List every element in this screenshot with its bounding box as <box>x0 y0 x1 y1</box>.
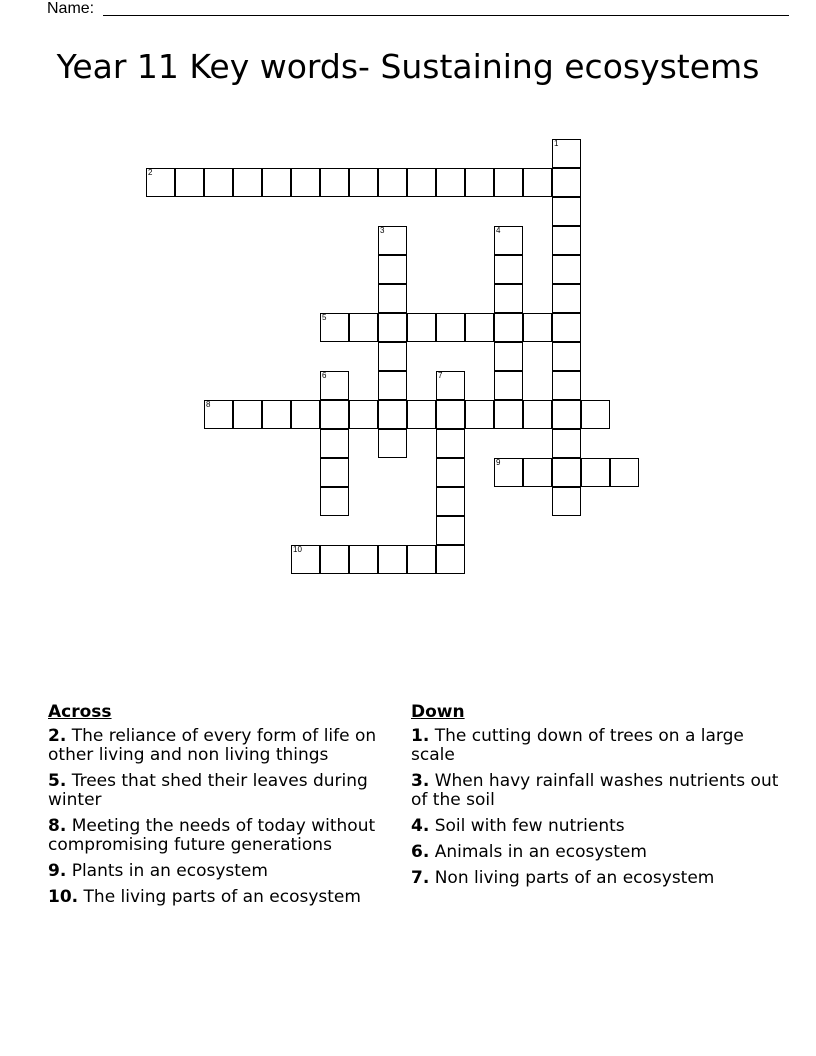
crossword-cell[interactable] <box>494 168 523 197</box>
crossword-cell[interactable] <box>407 313 436 342</box>
clue-number: 3. <box>411 771 430 791</box>
clue-text: Plants in an ecosystem <box>66 861 268 881</box>
clue-text: Non living parts of an ecosystem <box>429 868 715 888</box>
crossword-cell[interactable] <box>465 400 494 429</box>
crossword-cell[interactable] <box>320 429 349 458</box>
crossword-cell[interactable] <box>552 400 581 429</box>
crossword-cell[interactable] <box>494 313 523 342</box>
crossword-cell[interactable] <box>581 400 610 429</box>
crossword-cell[interactable] <box>436 429 465 458</box>
crossword-cell[interactable] <box>581 458 610 487</box>
crossword-cell[interactable] <box>465 168 494 197</box>
crossword-cell[interactable] <box>262 400 291 429</box>
crossword-cell[interactable] <box>262 168 291 197</box>
crossword-cell[interactable] <box>494 284 523 313</box>
cell-number: 4 <box>496 226 501 235</box>
crossword-cell[interactable] <box>320 400 349 429</box>
clue-number: 8. <box>48 816 67 836</box>
across-clue-10 <box>48 888 398 907</box>
crossword-cell[interactable] <box>320 371 349 400</box>
clue-text: The cutting down of trees on a large scale <box>411 726 744 765</box>
crossword-cell[interactable] <box>407 168 436 197</box>
crossword-cell[interactable] <box>378 342 407 371</box>
clue-text: The reliance of every form of life on other living and non living things <box>48 726 377 765</box>
crossword-cell[interactable] <box>146 168 175 197</box>
down-clue-3 <box>411 772 791 810</box>
across-clue-8 <box>48 817 398 855</box>
clue-number: 5. <box>48 771 67 791</box>
cell-number: 8 <box>206 400 211 409</box>
crossword-cell[interactable] <box>552 342 581 371</box>
across-heading: Across <box>48 702 112 722</box>
down-heading: Down <box>411 702 465 722</box>
crossword-cell[interactable] <box>436 516 465 545</box>
clue-text: Trees that shed their leaves during winter <box>48 771 368 810</box>
crossword-cell[interactable] <box>494 400 523 429</box>
crossword-cell[interactable] <box>465 313 494 342</box>
crossword-cell[interactable] <box>320 487 349 516</box>
crossword-cell[interactable] <box>378 313 407 342</box>
clue-text: Meeting the needs of today without compromising future generations <box>48 816 376 855</box>
crossword-cell[interactable] <box>436 545 465 574</box>
crossword-cell[interactable] <box>552 255 581 284</box>
crossword-cell[interactable] <box>523 400 552 429</box>
crossword-cell[interactable] <box>349 545 378 574</box>
name-label: Name: <box>47 0 95 17</box>
cell-number: 2 <box>148 168 153 177</box>
crossword-cell[interactable] <box>494 255 523 284</box>
clue-number: 1. <box>411 726 430 746</box>
crossword-cell[interactable] <box>320 313 349 342</box>
down-clues <box>411 703 791 895</box>
crossword-cell[interactable] <box>552 226 581 255</box>
down-clue-1 <box>411 727 791 765</box>
crossword-cell[interactable] <box>320 545 349 574</box>
crossword-cell[interactable] <box>552 429 581 458</box>
cell-number: 6 <box>322 371 327 380</box>
crossword-cell[interactable] <box>320 168 349 197</box>
clue-text: Animals in an ecosystem <box>429 842 647 862</box>
crossword-cell[interactable] <box>378 255 407 284</box>
crossword-cell[interactable] <box>552 458 581 487</box>
crossword-cell[interactable] <box>349 400 378 429</box>
crossword-cell[interactable] <box>552 139 581 168</box>
clue-number: 10. <box>48 887 79 907</box>
crossword-cell[interactable] <box>349 313 378 342</box>
clue-text: The living parts of an ecosystem <box>78 887 361 907</box>
crossword-cell[interactable] <box>494 371 523 400</box>
crossword-cell[interactable] <box>378 168 407 197</box>
crossword-cell[interactable] <box>378 371 407 400</box>
crossword-cell[interactable] <box>349 168 378 197</box>
crossword-cell[interactable] <box>436 400 465 429</box>
cell-number: 7 <box>438 371 443 380</box>
clue-number: 7. <box>411 868 430 888</box>
crossword-cell[interactable] <box>523 313 552 342</box>
crossword-cell[interactable] <box>378 400 407 429</box>
crossword-cell[interactable] <box>552 487 581 516</box>
crossword-cell[interactable] <box>407 545 436 574</box>
crossword-cell[interactable] <box>378 284 407 313</box>
crossword-cell[interactable] <box>436 487 465 516</box>
across-clue-2 <box>48 727 398 765</box>
crossword-cell[interactable] <box>291 168 320 197</box>
crossword-cell[interactable] <box>378 545 407 574</box>
cell-number: 1 <box>554 139 559 148</box>
crossword-cell[interactable] <box>494 458 523 487</box>
crossword-cell[interactable] <box>494 342 523 371</box>
across-clues <box>48 703 398 914</box>
clue-number: 2. <box>48 726 67 746</box>
crossword-cell[interactable] <box>175 168 204 197</box>
crossword-cell[interactable] <box>523 458 552 487</box>
crossword-cell[interactable] <box>291 545 320 574</box>
crossword-cell[interactable] <box>204 168 233 197</box>
crossword-cell[interactable] <box>320 458 349 487</box>
crossword-cell[interactable] <box>494 226 523 255</box>
crossword-cell[interactable] <box>436 458 465 487</box>
crossword-cell[interactable] <box>378 429 407 458</box>
crossword-cell[interactable] <box>233 400 262 429</box>
down-clue-4 <box>411 817 791 836</box>
crossword-cell[interactable] <box>436 313 465 342</box>
clue-text: When havy rainfall washes nutrients out of the soil <box>411 771 779 810</box>
clue-text: Soil with few nutrients <box>429 816 625 836</box>
crossword-cell[interactable] <box>552 197 581 226</box>
cell-number: 9 <box>496 458 501 467</box>
down-clue-7 <box>411 869 791 888</box>
crossword-cell[interactable] <box>378 226 407 255</box>
crossword-cell[interactable] <box>291 400 320 429</box>
crossword-cell[interactable] <box>233 168 262 197</box>
across-clue-5 <box>48 772 398 810</box>
down-clue-6 <box>411 843 791 862</box>
crossword-cell[interactable] <box>436 371 465 400</box>
clue-number: 9. <box>48 861 67 881</box>
page-title: Year 11 Key words- Sustaining ecosystems <box>56 47 760 86</box>
crossword-cell[interactable] <box>407 400 436 429</box>
crossword-cell[interactable] <box>523 168 552 197</box>
crossword-cell[interactable] <box>552 168 581 197</box>
crossword-cell[interactable] <box>204 400 233 429</box>
crossword-cell[interactable] <box>610 458 639 487</box>
cell-number: 5 <box>322 313 327 322</box>
clue-number: 6. <box>411 842 430 862</box>
cell-number: 10 <box>293 545 302 554</box>
across-clue-9 <box>48 862 398 881</box>
clue-number: 4. <box>411 816 430 836</box>
crossword-cell[interactable] <box>436 168 465 197</box>
crossword-cell[interactable] <box>552 313 581 342</box>
crossword-cell[interactable] <box>552 284 581 313</box>
cell-number: 3 <box>380 226 385 235</box>
crossword-cell[interactable] <box>552 371 581 400</box>
